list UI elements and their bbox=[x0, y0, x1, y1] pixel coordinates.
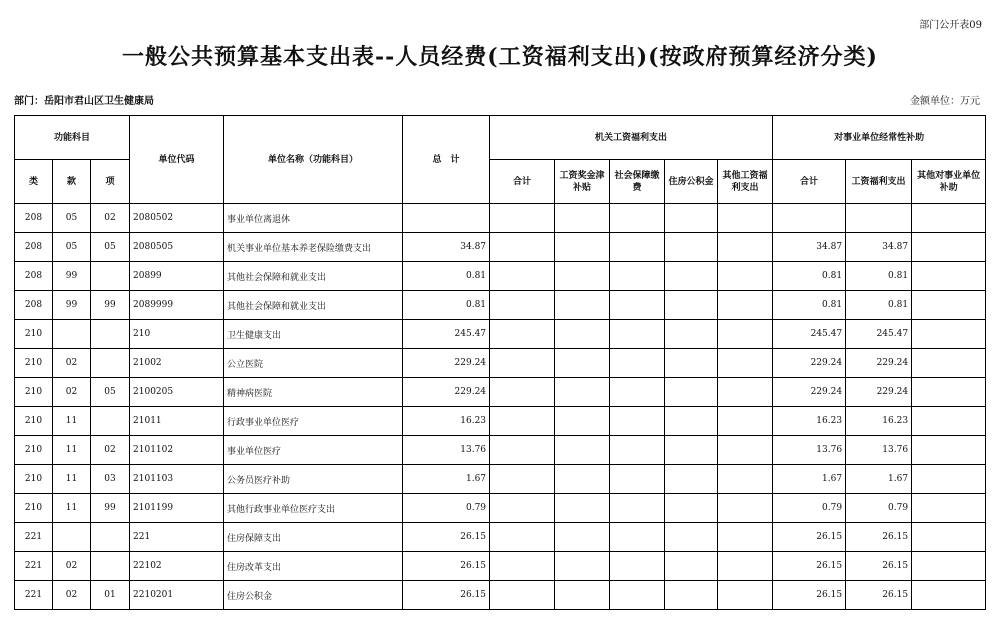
cell-total: 0.81 bbox=[403, 291, 490, 320]
cell-org-other bbox=[718, 523, 773, 552]
cell-xiang bbox=[91, 407, 130, 436]
cell-org-social bbox=[610, 320, 665, 349]
cell-lei: 221 bbox=[15, 581, 53, 610]
cell-inst-sum: 229.24 bbox=[773, 349, 846, 378]
cell-unit-code: 2101102 bbox=[130, 436, 224, 465]
cell-org-other bbox=[718, 320, 773, 349]
cell-inst-other bbox=[912, 494, 986, 523]
cell-org-sum bbox=[490, 436, 555, 465]
cell-unit-code: 2100205 bbox=[130, 378, 224, 407]
cell-org-salary bbox=[555, 407, 610, 436]
cell-inst-welfare bbox=[846, 204, 912, 233]
cell-lei: 210 bbox=[15, 436, 53, 465]
cell-inst-welfare: 26.15 bbox=[846, 552, 912, 581]
cell-org-housing bbox=[665, 581, 718, 610]
cell-org-housing bbox=[665, 233, 718, 262]
cell-lei: 221 bbox=[15, 552, 53, 581]
cell-org-social bbox=[610, 436, 665, 465]
cell-lei: 210 bbox=[15, 494, 53, 523]
cell-lei: 221 bbox=[15, 523, 53, 552]
header-org-sum: 合计 bbox=[490, 160, 555, 204]
table-row bbox=[15, 552, 986, 581]
table-row bbox=[15, 436, 986, 465]
cell-org-sum bbox=[490, 349, 555, 378]
cell-unit-code: 21011 bbox=[130, 407, 224, 436]
cell-inst-welfare: 0.79 bbox=[846, 494, 912, 523]
cell-org-other bbox=[718, 233, 773, 262]
cell-org-social bbox=[610, 378, 665, 407]
table-row bbox=[15, 291, 986, 320]
cell-inst-sum: 0.81 bbox=[773, 262, 846, 291]
cell-unit-name: 公立医院 bbox=[224, 349, 403, 378]
cell-org-sum bbox=[490, 581, 555, 610]
cell-org-other bbox=[718, 407, 773, 436]
cell-org-sum bbox=[490, 262, 555, 291]
cell-org-other bbox=[718, 204, 773, 233]
cell-total: 26.15 bbox=[403, 523, 490, 552]
cell-org-salary bbox=[555, 349, 610, 378]
header-org-social: 社会保障缴费 bbox=[610, 160, 665, 204]
table-row bbox=[15, 233, 986, 262]
table-row bbox=[15, 262, 986, 291]
cell-unit-code: 221 bbox=[130, 523, 224, 552]
cell-org-sum bbox=[490, 407, 555, 436]
cell-lei: 208 bbox=[15, 291, 53, 320]
cell-org-social bbox=[610, 523, 665, 552]
cell-kuan: 99 bbox=[53, 262, 91, 291]
cell-total: 229.24 bbox=[403, 349, 490, 378]
cell-org-social bbox=[610, 262, 665, 291]
cell-org-salary bbox=[555, 291, 610, 320]
header-xiang: 项 bbox=[91, 160, 130, 204]
cell-unit-name: 行政事业单位医疗 bbox=[224, 407, 403, 436]
cell-org-social bbox=[610, 552, 665, 581]
cell-org-other bbox=[718, 262, 773, 291]
cell-total: 26.15 bbox=[403, 581, 490, 610]
department-label: 部门：岳阳市君山区卫生健康局 bbox=[14, 96, 154, 107]
cell-org-sum bbox=[490, 291, 555, 320]
cell-kuan: 02 bbox=[53, 552, 91, 581]
cell-xiang bbox=[91, 523, 130, 552]
header-inst-group: 对事业单位经常性补助 bbox=[773, 116, 986, 160]
cell-kuan bbox=[53, 320, 91, 349]
cell-org-salary bbox=[555, 523, 610, 552]
cell-unit-name: 住房公积金 bbox=[224, 581, 403, 610]
cell-org-housing bbox=[665, 291, 718, 320]
cell-inst-sum: 0.79 bbox=[773, 494, 846, 523]
cell-org-social bbox=[610, 233, 665, 262]
cell-org-salary bbox=[555, 465, 610, 494]
cell-lei: 208 bbox=[15, 262, 53, 291]
cell-inst-sum: 1.67 bbox=[773, 465, 846, 494]
cell-inst-sum: 16.23 bbox=[773, 407, 846, 436]
cell-unit-code: 20899 bbox=[130, 262, 224, 291]
cell-unit-code: 2080505 bbox=[130, 233, 224, 262]
header-unit-code: 单位代码 bbox=[130, 116, 224, 204]
cell-org-sum bbox=[490, 465, 555, 494]
cell-org-other bbox=[718, 494, 773, 523]
table-row bbox=[15, 320, 986, 349]
cell-xiang bbox=[91, 552, 130, 581]
table-row bbox=[15, 465, 986, 494]
cell-unit-name: 事业单位医疗 bbox=[224, 436, 403, 465]
cell-org-other bbox=[718, 552, 773, 581]
cell-lei: 210 bbox=[15, 320, 53, 349]
page-title: 一般公共预算基本支出表--人员经费(工资福利支出)(按政府预算经济分类) bbox=[122, 44, 878, 70]
cell-inst-sum: 13.76 bbox=[773, 436, 846, 465]
table-row bbox=[15, 581, 986, 610]
cell-total: 0.79 bbox=[403, 494, 490, 523]
cell-inst-other bbox=[912, 233, 986, 262]
cell-unit-name: 公务员医疗补助 bbox=[224, 465, 403, 494]
cell-kuan: 11 bbox=[53, 465, 91, 494]
cell-inst-welfare: 16.23 bbox=[846, 407, 912, 436]
cell-total bbox=[403, 204, 490, 233]
cell-org-salary bbox=[555, 552, 610, 581]
cell-inst-sum: 26.15 bbox=[773, 523, 846, 552]
cell-unit-name: 卫生健康支出 bbox=[224, 320, 403, 349]
header-lei: 类 bbox=[15, 160, 53, 204]
header-inst-welfare: 工资福利支出 bbox=[846, 160, 912, 204]
cell-xiang: 02 bbox=[91, 436, 130, 465]
cell-org-sum bbox=[490, 204, 555, 233]
cell-kuan: 11 bbox=[53, 407, 91, 436]
cell-inst-other bbox=[912, 204, 986, 233]
cell-total: 34.87 bbox=[403, 233, 490, 262]
cell-unit-name: 其他社会保障和就业支出 bbox=[224, 262, 403, 291]
header-org-other: 其他工资福利支出 bbox=[718, 160, 773, 204]
cell-inst-sum: 26.15 bbox=[773, 581, 846, 610]
cell-inst-welfare: 1.67 bbox=[846, 465, 912, 494]
cell-org-housing bbox=[665, 436, 718, 465]
cell-inst-welfare: 0.81 bbox=[846, 262, 912, 291]
cell-kuan: 99 bbox=[53, 291, 91, 320]
cell-total: 16.23 bbox=[403, 407, 490, 436]
cell-inst-other bbox=[912, 465, 986, 494]
cell-xiang: 05 bbox=[91, 233, 130, 262]
cell-lei: 210 bbox=[15, 378, 53, 407]
cell-inst-other bbox=[912, 349, 986, 378]
cell-org-salary bbox=[555, 204, 610, 233]
table-row bbox=[15, 407, 986, 436]
cell-kuan: 11 bbox=[53, 436, 91, 465]
budget-table bbox=[14, 115, 986, 610]
cell-lei: 208 bbox=[15, 204, 53, 233]
cell-unit-code: 2101199 bbox=[130, 494, 224, 523]
cell-inst-other bbox=[912, 262, 986, 291]
cell-xiang bbox=[91, 262, 130, 291]
cell-inst-sum: 245.47 bbox=[773, 320, 846, 349]
cell-org-sum bbox=[490, 523, 555, 552]
cell-org-housing bbox=[665, 523, 718, 552]
cell-unit-name: 精神病医院 bbox=[224, 378, 403, 407]
header-inst-other: 其他对事业单位补助 bbox=[912, 160, 986, 204]
cell-xiang: 02 bbox=[91, 204, 130, 233]
cell-kuan: 05 bbox=[53, 233, 91, 262]
cell-org-other bbox=[718, 378, 773, 407]
header-total: 总 计 bbox=[403, 116, 490, 204]
table-row bbox=[15, 204, 986, 233]
cell-total: 229.24 bbox=[403, 378, 490, 407]
cell-xiang: 99 bbox=[91, 291, 130, 320]
cell-inst-sum: 26.15 bbox=[773, 552, 846, 581]
cell-org-salary bbox=[555, 320, 610, 349]
cell-org-salary bbox=[555, 378, 610, 407]
header-org-group: 机关工资福利支出 bbox=[490, 116, 773, 160]
cell-inst-sum: 0.81 bbox=[773, 291, 846, 320]
cell-org-social bbox=[610, 407, 665, 436]
cell-inst-welfare: 245.47 bbox=[846, 320, 912, 349]
cell-inst-sum: 229.24 bbox=[773, 378, 846, 407]
cell-inst-welfare: 26.15 bbox=[846, 581, 912, 610]
cell-total: 1.67 bbox=[403, 465, 490, 494]
cell-inst-other bbox=[912, 581, 986, 610]
cell-org-social bbox=[610, 465, 665, 494]
cell-lei: 210 bbox=[15, 465, 53, 494]
cell-org-sum bbox=[490, 233, 555, 262]
cell-unit-name: 事业单位离退休 bbox=[224, 204, 403, 233]
header-org-salary: 工资奖金津补贴 bbox=[555, 160, 610, 204]
cell-lei: 210 bbox=[15, 349, 53, 378]
cell-unit-name: 其他社会保障和就业支出 bbox=[224, 291, 403, 320]
cell-org-social bbox=[610, 204, 665, 233]
cell-inst-other bbox=[912, 523, 986, 552]
cell-org-social bbox=[610, 349, 665, 378]
cell-org-other bbox=[718, 465, 773, 494]
cell-org-other bbox=[718, 436, 773, 465]
cell-kuan: 05 bbox=[53, 204, 91, 233]
cell-inst-other bbox=[912, 291, 986, 320]
header-unit-name: 单位名称（功能科目） bbox=[224, 116, 403, 204]
cell-xiang bbox=[91, 320, 130, 349]
cell-kuan bbox=[53, 523, 91, 552]
cell-total: 0.81 bbox=[403, 262, 490, 291]
cell-org-housing bbox=[665, 494, 718, 523]
cell-kuan: 02 bbox=[53, 349, 91, 378]
cell-inst-welfare: 229.24 bbox=[846, 349, 912, 378]
cell-org-sum bbox=[490, 320, 555, 349]
header-func-subject: 功能科目 bbox=[15, 116, 130, 160]
cell-org-other bbox=[718, 349, 773, 378]
cell-inst-other bbox=[912, 552, 986, 581]
table-number-label: 部门公开表09 bbox=[919, 20, 982, 31]
cell-inst-welfare: 13.76 bbox=[846, 436, 912, 465]
cell-unit-name: 其他行政事业单位医疗支出 bbox=[224, 494, 403, 523]
cell-org-housing bbox=[665, 465, 718, 494]
cell-unit-code: 210 bbox=[130, 320, 224, 349]
cell-xiang: 03 bbox=[91, 465, 130, 494]
cell-unit-code: 22102 bbox=[130, 552, 224, 581]
cell-inst-welfare: 34.87 bbox=[846, 233, 912, 262]
cell-org-housing bbox=[665, 204, 718, 233]
table-row bbox=[15, 378, 986, 407]
cell-org-social bbox=[610, 291, 665, 320]
cell-inst-welfare: 229.24 bbox=[846, 378, 912, 407]
table-row bbox=[15, 523, 986, 552]
cell-inst-other bbox=[912, 320, 986, 349]
cell-unit-name: 机关事业单位基本养老保险缴费支出 bbox=[224, 233, 403, 262]
cell-org-salary bbox=[555, 436, 610, 465]
header-inst-sum: 合计 bbox=[773, 160, 846, 204]
cell-unit-code: 21002 bbox=[130, 349, 224, 378]
cell-inst-other bbox=[912, 378, 986, 407]
cell-inst-sum bbox=[773, 204, 846, 233]
cell-org-sum bbox=[490, 494, 555, 523]
cell-org-social bbox=[610, 581, 665, 610]
cell-xiang: 05 bbox=[91, 378, 130, 407]
cell-org-housing bbox=[665, 262, 718, 291]
cell-lei: 210 bbox=[15, 407, 53, 436]
header-org-housing: 住房公积金 bbox=[665, 160, 718, 204]
table-row bbox=[15, 349, 986, 378]
header-kuan: 款 bbox=[53, 160, 91, 204]
cell-xiang bbox=[91, 349, 130, 378]
cell-org-salary bbox=[555, 581, 610, 610]
cell-total: 26.15 bbox=[403, 552, 490, 581]
cell-xiang: 99 bbox=[91, 494, 130, 523]
cell-total: 245.47 bbox=[403, 320, 490, 349]
cell-unit-name: 住房保障支出 bbox=[224, 523, 403, 552]
cell-org-housing bbox=[665, 349, 718, 378]
cell-unit-name: 住房改革支出 bbox=[224, 552, 403, 581]
table-row bbox=[15, 494, 986, 523]
cell-xiang: 01 bbox=[91, 581, 130, 610]
cell-org-salary bbox=[555, 262, 610, 291]
cell-org-housing bbox=[665, 407, 718, 436]
cell-org-salary bbox=[555, 233, 610, 262]
cell-org-other bbox=[718, 291, 773, 320]
cell-unit-code: 2080502 bbox=[130, 204, 224, 233]
cell-unit-code: 2089999 bbox=[130, 291, 224, 320]
cell-kuan: 02 bbox=[53, 378, 91, 407]
cell-total: 13.76 bbox=[403, 436, 490, 465]
cell-unit-code: 2210201 bbox=[130, 581, 224, 610]
cell-kuan: 11 bbox=[53, 494, 91, 523]
cell-org-housing bbox=[665, 378, 718, 407]
cell-org-social bbox=[610, 494, 665, 523]
cell-org-salary bbox=[555, 494, 610, 523]
cell-lei: 208 bbox=[15, 233, 53, 262]
cell-org-housing bbox=[665, 320, 718, 349]
cell-inst-other bbox=[912, 407, 986, 436]
amount-unit-label: 金额单位：万元 bbox=[910, 96, 980, 107]
cell-inst-other bbox=[912, 436, 986, 465]
cell-org-sum bbox=[490, 552, 555, 581]
cell-inst-sum: 34.87 bbox=[773, 233, 846, 262]
cell-unit-code: 2101103 bbox=[130, 465, 224, 494]
cell-kuan: 02 bbox=[53, 581, 91, 610]
cell-inst-welfare: 26.15 bbox=[846, 523, 912, 552]
cell-org-other bbox=[718, 581, 773, 610]
cell-inst-welfare: 0.81 bbox=[846, 291, 912, 320]
cell-org-sum bbox=[490, 378, 555, 407]
cell-org-housing bbox=[665, 552, 718, 581]
